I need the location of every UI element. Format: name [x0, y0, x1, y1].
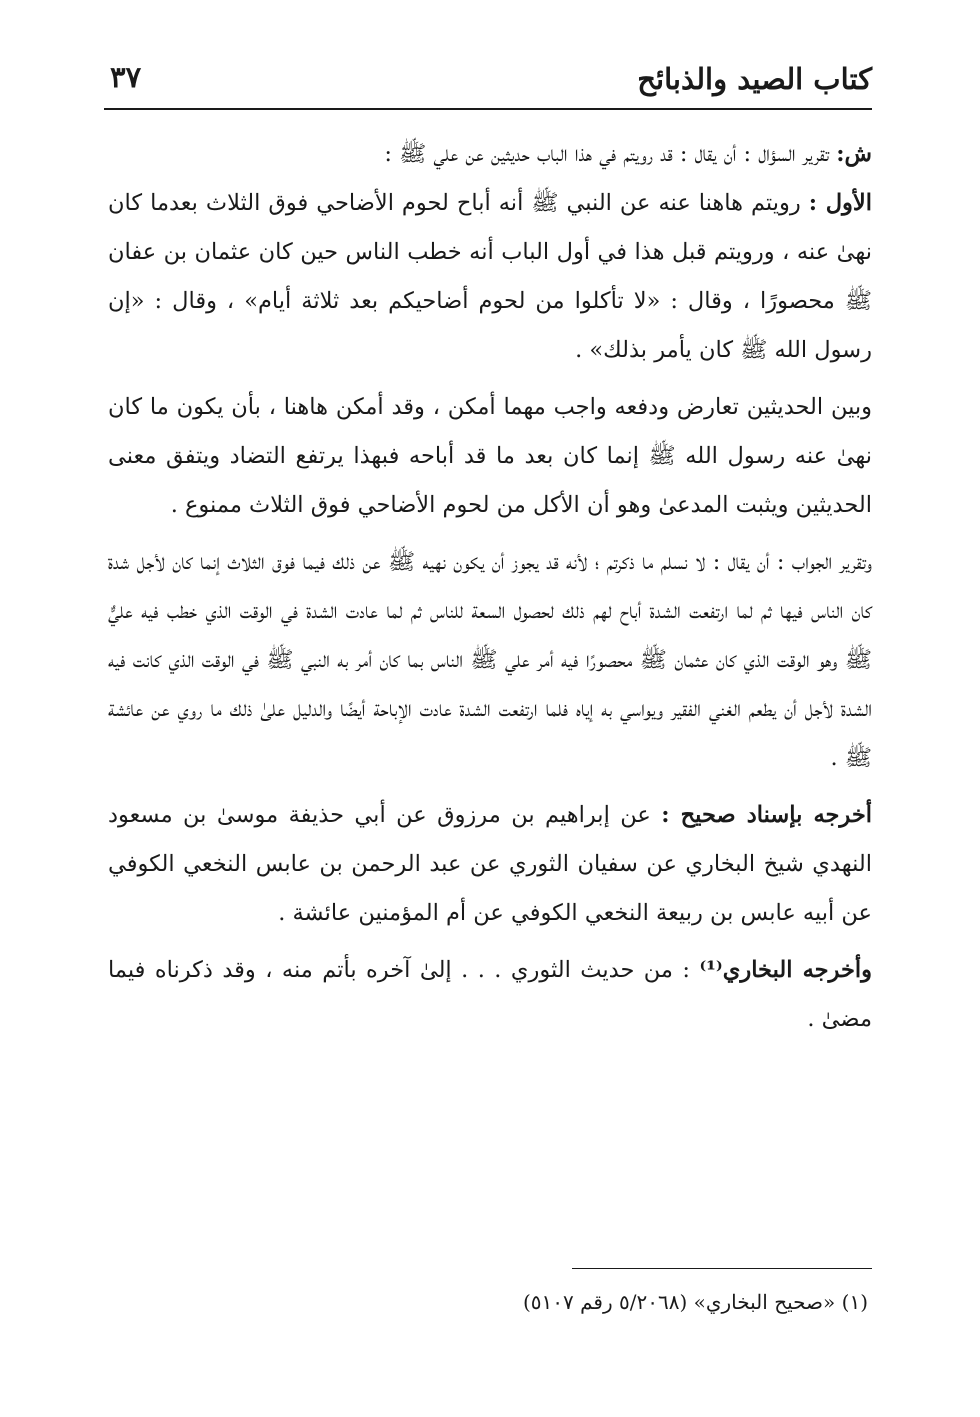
paragraph-text: وبين الحديثين تعارض ودفعه واجب مهما أمكن ، وقد أمكن هاهنا ، بأن يكون ما كان نهىٰ عنه رسول الله ﷺ إنما كان بعد ما قد أباحه فبهذا يرتفع التضاد ويتفق معنى الحديثين ويثبت المدعىٰ وهو أن الأكل من لحوم الأضاحي فوق الثلاث ممنوع . — [108, 394, 872, 518]
page-number: ٣٧ — [110, 60, 142, 94]
paragraph-text: : من حديث الثوري . . . إلىٰ آخره بأتم منه ، وقد ذكرناه فيما مضىٰ . — [108, 957, 872, 1032]
page-body — [108, 130, 872, 1044]
paragraph — [108, 179, 872, 375]
paragraph — [108, 383, 872, 530]
paragraph-lead: وأخرجه البخاري⁽¹⁾ — [699, 957, 872, 983]
chapter-title: كتاب الصيد والذبائح — [637, 62, 872, 96]
footnote: (١) «صحيح البخاري» (٥/٢٠٦٨ رقم ٥١٠٧) — [522, 1290, 868, 1314]
paragraph-lead: أخرجه بإسناد صحيح : — [661, 802, 872, 828]
paragraph — [108, 946, 872, 1044]
paragraph — [108, 130, 872, 179]
page-header — [104, 58, 872, 102]
footnote-divider — [572, 1268, 872, 1269]
paragraph-text: تقرير السؤال : أن يقال : قد رويتم في هذا الباب حديثين عن علي ﷺ : — [384, 141, 837, 167]
paragraph-text: رويتم هاهنا عنه عن النبي ﷺ أنه أباح لحوم الأضاحي فوق الثلاث بعدما كان نهىٰ عنه ، ورويتم قبل هذا في أول الباب أنه خطب الناس حين كان عثمان بن عفان ﷺ محصورًا ، وقال : «لا تأكلوا من لحوم أضاحيكم بعد ثلاثة أيام» ، وقال : «إن رسول الله ﷺ كان يأمر بذلك» . — [108, 190, 872, 363]
paragraph — [108, 538, 872, 783]
paragraph-text: عن إبراهيم بن مرزوق عن أبي حذيفة موسىٰ بن مسعود النهدي شيخ البخاري عن سفيان الثوري عن عبد الرحمن بن عابس النخعي الكوفي عن أبيه عابس بن ربيعة النخعي الكوفي عن أم المؤمنين عائشة . — [108, 802, 872, 926]
paragraph-lead: ش: — [836, 141, 872, 167]
paragraph — [108, 791, 872, 938]
header-divider — [104, 108, 872, 110]
paragraph-text: وتقرير الجواب : أن يقال : لا نسلم ما ذكرتم ؛ لأنه قد يجوز أن يكون نهيه ﷺ عن ذلك فيما فوق الثلاث إنما كان لأجل شدة كان الناس فيها ثم لما ارتفعت الشدة أباح لهم ذلك لحصول السعة للناس ثم لما عادت الشدة في الوقت الذي خطب فيه عليٌّ ﷺ وهو الوقت الذي كان عثمان ﷺ محصورًا فيه أمر علي ﷺ الناس بما كان أمر به النبي ﷺ في الوقت الذي كانت فيه الشدة لأجل أن يطعم الغني الفقير ويواسي به إياه فلما ارتفعت الشدة عادت الإباحة أيضًا والدليل علىٰ ذلك ما روي عن عائشة ﷺ . — [108, 549, 872, 771]
paragraph-lead: الأول : — [808, 190, 872, 216]
